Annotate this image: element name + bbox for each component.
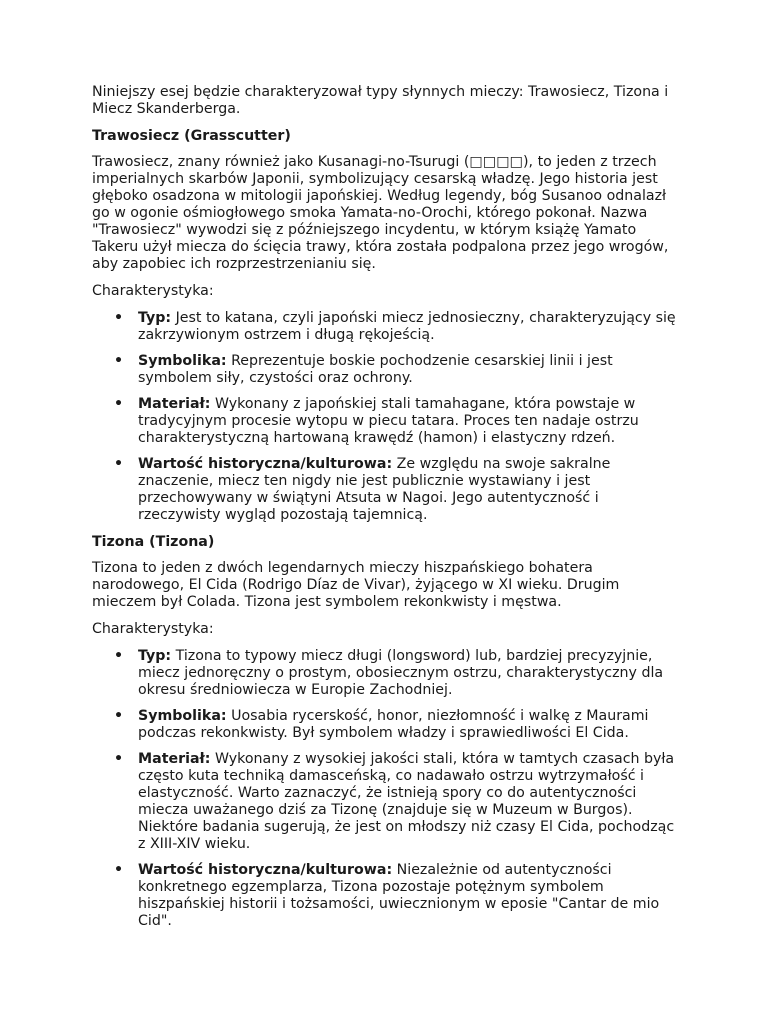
list-item <box>138 648 678 699</box>
item-text: Wykonany z wysokiej jakości stali, która w tamtych czasach była często kuta techniką damasceńską, co nadawało ostrzu wytrzymałość i elastyczność. Warto zaznaczyć, że istnieją spory co do autentyczności miecza uważanego dziś za Tizonę (znajduje się w Muzeum w Burgos). Niektóre badania sugerują, że jest on młodszy niż czasy El Cida, pochodząc z XIII-XIV wieku. <box>138 751 675 852</box>
item-text: Ze względu na swoje sakralne znaczenie, miecz ten nigdy nie jest publicznie wystawiany i jest przechowywany w świątyni Atsuta w Nagoi. Jego autentyczność i rzeczywisty wygląd pozostają tajemnicą. <box>138 456 611 523</box>
characteristics-list-trawosiecz <box>92 310 678 524</box>
item-label: Symbolika: <box>138 708 227 724</box>
intro-paragraph: Niniejszy esej będzie charakteryzował typy słynnych mieczy: Trawosiecz, Tizona i Miecz Skanderberga. <box>92 84 669 117</box>
list-item <box>138 310 678 344</box>
item-text: Tizona to typowy miecz długi (longsword) lub, bardziej precyzyjnie, miecz jednoręczny o prostym, obosiecznym ostrzu, charakterystyczny dla okresu średniowiecza w Europie Zachodniej. <box>138 648 664 698</box>
item-label: Materiał: <box>138 396 211 412</box>
list-item <box>138 862 678 930</box>
item-text: Reprezentuje boskie pochodzenie cesarskiej linii i jest symbolem siły, czystości oraz ochrony. <box>138 353 613 386</box>
list-item <box>138 353 678 387</box>
characteristics-label: Charakterystyka: <box>92 621 214 637</box>
item-label: Typ: <box>138 310 172 326</box>
characteristics-label: Charakterystyka: <box>92 283 214 299</box>
section-heading-tizona: Tizona (Tizona) <box>92 534 215 550</box>
item-label: Typ: <box>138 648 172 664</box>
item-text: Niezależnie od autentyczności konkretnego egzemplarza, Tizona pozostaje potężnym symbolem hiszpańskiej historii i tożsamości, uwiecznionym w eposie "Cantar de mio Cid". <box>138 862 660 929</box>
item-text: Jest to katana, czyli japoński miecz jednosieczny, charakteryzujący się zakrzywionym ostrzem i długą rękojeścią. <box>138 310 676 343</box>
item-label: Wartość historyczna/kulturowa: <box>138 862 393 878</box>
item-label: Symbolika: <box>138 353 227 369</box>
item-label: Materiał: <box>138 751 211 767</box>
section-heading-trawosiecz: Trawosiecz (Grasscutter) <box>92 128 291 144</box>
item-text: Wykonany z japońskiej stali tamahagane, która powstaje w tradycyjnym procesie wytopu w piecu tatara. Proces ten nadaje ostrzu charakterystyczną hartowaną krawędź (hamon) i elastyczny rdzeń. <box>138 396 639 446</box>
section-paragraph-trawosiecz: Trawosiecz, znany również jako Kusanagi-no-Tsurugi (□□□□), to jeden z trzech imperialnych skarbów Japonii, symbolizujący cesarską władzę. Jego historia jest głęboko osadzona w mitologii japońskiej. Według legendy, bóg Susanoo odnalazł go w ogonie ośmiogłowego smoka Yamata-no-Orochi, którego pokonał. Nazwa "Trawosiecz" wywodzi się z późniejszego incydentu, w którym książę Yamato Takeru użył miecza do ścięcia trawy, która została podpalona przez jego wrogów, aby zapobiec ich rozprzestrzenianiu się. <box>92 154 669 272</box>
list-item <box>138 396 678 447</box>
section-paragraph-tizona: Tizona to jeden z dwóch legendarnych mieczy hiszpańskiego bohatera narodowego, El Cida (Rodrigo Díaz de Vivar), żyjącego w XI wieku. Drugim mieczem był Colada. Tizona jest symbolem rekonkwisty i męstwa. <box>92 560 620 610</box>
list-item <box>138 708 678 742</box>
item-text: Uosabia rycerskość, honor, niezłomność i walkę z Maurami podczas rekonkwisty. Był symbolem władzy i sprawiedliwości El Cida. <box>138 708 649 741</box>
item-label: Wartość historyczna/kulturowa: <box>138 456 393 472</box>
characteristics-list-tizona <box>92 648 678 930</box>
list-item <box>138 751 678 853</box>
list-item <box>138 456 678 524</box>
